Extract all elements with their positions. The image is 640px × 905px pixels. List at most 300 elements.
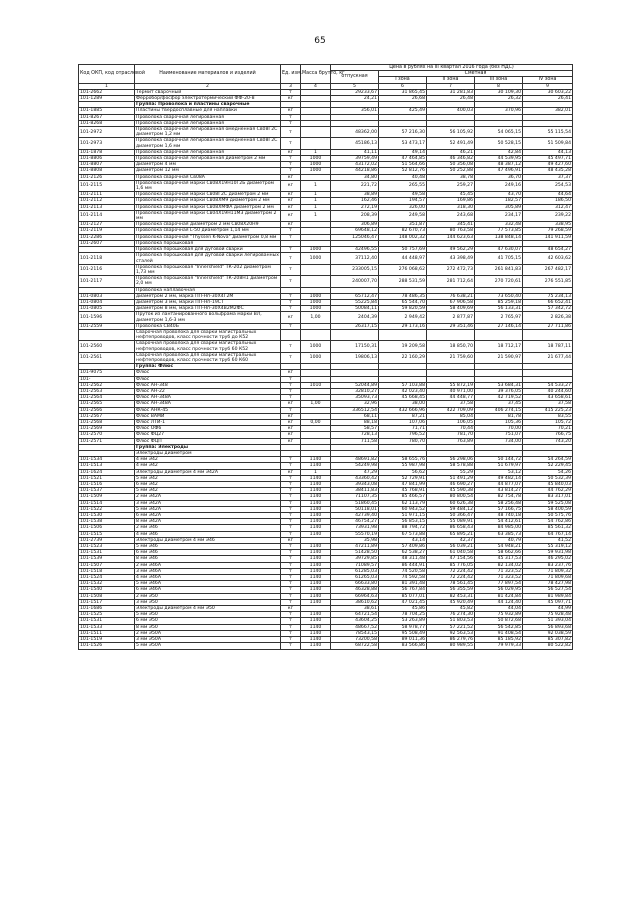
zone3-price-cell: 734,00 xyxy=(475,438,523,444)
release-price-cell: 61285,03 xyxy=(331,568,379,574)
zone2-price-cell: 37,58 xyxy=(427,401,475,407)
zone3-price-cell: 54 065,15 xyxy=(475,127,523,138)
name-cell: Проволока сварочная легированная xyxy=(135,114,281,120)
zone4-price-cell: 37,58 xyxy=(523,401,573,407)
zone4-price-cell: 75 928,48 xyxy=(523,612,573,618)
name-cell: Проволока наплавочная xyxy=(135,287,281,293)
release-price-cell: 55570,19 xyxy=(331,531,379,537)
name-cell: Проволока порошковая "Innershield" ТК-202 диаметром 1,73 мм xyxy=(135,264,281,275)
code-cell: 101-8808 xyxy=(79,168,135,174)
name-cell: 3 мм Э46А xyxy=(135,568,281,574)
zone4-price-cell: 78 427,98 xyxy=(523,581,573,587)
unit-cell: кг xyxy=(281,222,301,228)
unit-cell: кг xyxy=(281,606,301,612)
name-cell: Проволока сварочная марки Св08ХМФА диаметром 2 мм xyxy=(135,204,281,210)
zone1-price-cell: 89 011,36 xyxy=(379,637,427,643)
zone2-price-cell xyxy=(427,329,475,340)
unit-cell: кг xyxy=(281,370,301,376)
mass-cell: 1140 xyxy=(301,637,331,643)
zone4-price-cell: 71 809,32 xyxy=(523,568,573,574)
zone3-price-cell: 42,84 xyxy=(475,149,523,155)
name-cell: 6 мм Э50 xyxy=(135,618,281,624)
unit-cell: т xyxy=(281,556,301,562)
name-cell: Сварочная проволока для сварки магистральных нефтепроводов, класс прочности труб 60 К52 xyxy=(135,341,281,352)
zone1-price-cell: 81 391,48 xyxy=(379,581,427,587)
table-row xyxy=(79,138,573,149)
code-cell: 101-1516 xyxy=(79,482,135,488)
name-cell: Проволока сварочная легированная омедненная Св08Г2С диаметром 1,6 мм xyxy=(135,138,281,149)
name-cell: Проволока порошковая xyxy=(135,240,281,246)
zone2-price-cell: 31 281,83 xyxy=(427,89,475,95)
code-cell: 101-1596 xyxy=(79,312,135,323)
release-price-cell: 54249,98 xyxy=(331,463,379,469)
mass-cell: 1140 xyxy=(301,624,331,630)
zone3-price-cell: 77 897,54 xyxy=(475,581,523,587)
code-cell: 101-8268 xyxy=(79,120,135,126)
zone4-price-cell: 92 038,59 xyxy=(523,630,573,636)
table-row xyxy=(79,253,573,264)
mass-cell: 1000 xyxy=(301,168,331,174)
zone2-price-cell: 80 989,55 xyxy=(427,643,475,649)
zone4-price-cell: 83,55 xyxy=(523,413,573,419)
release-price-cell: 43360,42 xyxy=(331,475,379,481)
unit-cell: кг xyxy=(281,198,301,204)
zone2-price-cell: 61 040,58 xyxy=(427,550,475,556)
unit-cell: т xyxy=(281,457,301,463)
code-cell: 101-2739 xyxy=(79,537,135,543)
code-cell: 101-1289 xyxy=(79,96,135,102)
header-zone-1: I зона xyxy=(379,77,427,83)
release-price-cell: 73931,98 xyxy=(331,525,379,531)
zone4-price-cell: 59 931,98 xyxy=(523,550,573,556)
code-cell: 101-0803 xyxy=(79,293,135,299)
zone3-price-cell: 182,57 xyxy=(475,198,523,204)
zone4-price-cell: 56 893,68 xyxy=(523,624,573,630)
index-cell: 4 xyxy=(301,83,331,89)
zone2-price-cell: 52 491,49 xyxy=(427,138,475,149)
zone1-price-cell: 65 544,70 xyxy=(379,299,427,305)
unit-cell: кг xyxy=(281,469,301,475)
unit-cell: т xyxy=(281,120,301,126)
unit-cell: т xyxy=(281,306,301,312)
zone4-price-cell: 83 237,76 xyxy=(523,562,573,568)
zone1-price-cell: 26,68 xyxy=(379,96,427,102)
zone2-price-cell: 82 453,31 xyxy=(427,593,475,599)
unit-cell: т xyxy=(281,253,301,264)
zone4-price-cell: 54 264,59 xyxy=(523,457,573,463)
unit-cell: т xyxy=(281,593,301,599)
zone3-price-cell: 53,12 xyxy=(475,469,523,475)
zone4-price-cell: 50 575,76 xyxy=(523,513,573,519)
zone4-price-cell: 49 427,60 xyxy=(523,162,573,168)
zone4-price-cell: 239,22 xyxy=(523,210,573,221)
code-cell: 101-1518 xyxy=(79,568,135,574)
header-zone-2: II зона xyxy=(427,77,475,83)
release-price-cell: 728,13 xyxy=(331,432,379,438)
unit-cell: т xyxy=(281,525,301,531)
zone1-price-cell: 60 943,52 xyxy=(379,506,427,512)
zone4-price-cell: 37,37 xyxy=(523,174,573,180)
zone4-price-cell: 55 115,54 xyxy=(523,127,573,138)
zone2-price-cell: 56 355,59 xyxy=(427,587,475,593)
unit-cell: т xyxy=(281,323,301,329)
zone2-price-cell: 46,21 xyxy=(427,149,475,155)
zone3-price-cell: 39 376,05 xyxy=(475,388,523,394)
zone3-price-cell: 40,79 xyxy=(475,537,523,543)
zone1-price-cell: 78 486,35 xyxy=(379,293,427,299)
unit-cell: т xyxy=(281,293,301,299)
zone3-price-cell: 47 496,91 xyxy=(475,168,523,174)
release-price-cell: 88,18 xyxy=(331,419,379,425)
mass-cell: 1,00 xyxy=(301,401,331,407)
zone4-price-cell: 48 435,28 xyxy=(523,168,573,174)
release-price-cell: 47211,89 xyxy=(331,544,379,550)
name-cell: 3 мм Э50А xyxy=(135,637,281,643)
zone4-price-cell: 52 229,45 xyxy=(523,463,573,469)
name-cell: 5 мм Э42А xyxy=(135,506,281,512)
unit-cell: т xyxy=(281,575,301,581)
unit-cell: т xyxy=(281,138,301,149)
unit-cell: кг xyxy=(281,149,301,155)
release-price-cell: 66964,63 xyxy=(331,593,379,599)
release-price-cell: 41,11 xyxy=(331,149,379,155)
zone3-price-cell: 261 841,83 xyxy=(475,264,523,275)
release-price-cell: 43604,25 xyxy=(331,618,379,624)
mass-cell: 1140 xyxy=(301,599,331,605)
unit-cell: т xyxy=(281,156,301,162)
name-cell: 6 мм Э42 xyxy=(135,482,281,488)
zone1-price-cell: 351,87 xyxy=(379,222,427,228)
zone3-price-cell: 44,04 xyxy=(475,606,523,612)
name-cell: Проволока сварочная Св08А xyxy=(135,174,281,180)
release-price-cell: 71089,57 xyxy=(331,562,379,568)
mass-cell xyxy=(301,276,331,287)
unit-cell: кг xyxy=(281,426,301,432)
zone3-price-cell: 47 630,07 xyxy=(475,247,523,253)
zone2-price-cell: 45 590,38 xyxy=(427,488,475,494)
zone1-price-cell: 50 757,69 xyxy=(379,247,427,253)
mass-cell: 1140 xyxy=(301,544,331,550)
zone4-price-cell xyxy=(523,329,573,340)
code-cell: 101-2972 xyxy=(79,127,135,138)
unit-cell: кг xyxy=(281,401,301,407)
zone4-price-cell: 21 677,44 xyxy=(523,352,573,363)
index-cell: 2 xyxy=(135,83,281,89)
code-cell: 101-2560 xyxy=(79,341,135,352)
name-cell: 5 мм Э42 xyxy=(135,475,281,481)
price-table xyxy=(78,64,573,650)
zone1-price-cell: 82 670,73 xyxy=(379,228,427,234)
name-cell: 6 мм Э42А xyxy=(135,513,281,519)
release-price-cell: 125046,47 xyxy=(331,234,379,240)
unit-cell: т xyxy=(281,168,301,174)
code-cell: 101-2565 xyxy=(79,401,135,407)
zone3-price-cell: 21 590,97 xyxy=(475,352,523,363)
zone1-price-cell: 53 263,89 xyxy=(379,618,427,624)
code-cell: 101- xyxy=(79,376,135,382)
code-cell: 101-2127 xyxy=(79,222,135,228)
zone3-price-cell: 45 317,53 xyxy=(475,556,523,562)
zone2-price-cell: 51 491,29 xyxy=(427,475,475,481)
code-cell: 101-2561 xyxy=(79,352,135,363)
release-price-cell: 73200,58 xyxy=(331,637,379,643)
zone2-price-cell: 45,45 xyxy=(427,192,475,198)
release-price-cell: 39729,85 xyxy=(331,556,379,562)
index-cell: 7 xyxy=(427,83,475,89)
mass-cell xyxy=(301,138,331,149)
zone1-price-cell: 62 538,27 xyxy=(379,550,427,556)
code-cell: 101-2286 xyxy=(79,234,135,240)
zone4-price-cell: 85 561,32 xyxy=(523,525,573,531)
zone3-price-cell: 75 932,89 xyxy=(475,612,523,618)
zone1-price-cell: 47 021,45 xyxy=(379,599,427,605)
unit-cell: т xyxy=(281,388,301,394)
unit-cell: кг xyxy=(281,174,301,180)
zone1-price-cell: 2 949,42 xyxy=(379,312,427,323)
zone4-price-cell: 43 658,61 xyxy=(523,395,573,401)
unit-cell: т xyxy=(281,475,301,481)
zone3-price-cell: 50 144,72 xyxy=(475,457,523,463)
zone3-price-cell: 249,16 xyxy=(475,180,523,191)
release-price-cell: 208,39 xyxy=(331,210,379,221)
zone1-price-cell: 326,00 xyxy=(379,204,427,210)
name-cell: Флюс ФЦП xyxy=(135,438,281,444)
unit-cell: т xyxy=(281,531,301,537)
zone4-price-cell: 40 244,60 xyxy=(523,388,573,394)
zone1-price-cell: 51 564,66 xyxy=(379,162,427,168)
zone2-price-cell: 21 759,60 xyxy=(427,352,475,363)
release-price-cell: 48667,52 xyxy=(331,624,379,630)
mass-cell: 1140 xyxy=(301,618,331,624)
code-cell: 101-0805 xyxy=(79,306,135,312)
zone2-price-cell: 46 690,27 xyxy=(427,482,475,488)
code-cell xyxy=(79,329,135,340)
zone1-price-cell: 85 466,57 xyxy=(379,494,427,500)
zone4-price-cell: 85 307,82 xyxy=(523,637,573,643)
code-cell: 101-2570 xyxy=(79,432,135,438)
name-cell: Пластины твердосплавные для наплавки xyxy=(135,108,281,114)
zone3-price-cell: 79 979,33 xyxy=(475,643,523,649)
unit-cell: кг xyxy=(281,192,301,198)
release-price-cell: 38,61 xyxy=(331,606,379,612)
release-price-cell: 19806,13 xyxy=(331,352,379,363)
zone1-price-cell: 52 812,76 xyxy=(379,168,427,174)
code-cell: 101-1540 xyxy=(79,587,135,593)
zone1-price-cell: 57 103,88 xyxy=(379,382,427,388)
zone2-price-cell: 144 623,63 xyxy=(427,234,475,240)
zone4-price-cell: 70,21 xyxy=(523,426,573,432)
zone2-price-cell: 92 563,53 xyxy=(427,630,475,636)
code-cell: 101-1539 xyxy=(79,556,135,562)
zone1-price-cell: 49,14 xyxy=(379,149,427,155)
zone1-price-cell: 85 077,01 xyxy=(379,593,427,599)
mass-cell xyxy=(301,264,331,275)
release-price-cell: 45186,13 xyxy=(331,138,379,149)
code-cell: 101-1530 xyxy=(79,513,135,519)
mass-cell: 1 xyxy=(301,180,331,191)
name-cell: Проволока сварочная легированная омедненная Св08Г2С диаметром 1,2 мм xyxy=(135,127,281,138)
mass-cell: 1000 xyxy=(301,341,331,352)
zone4-price-cell: 51 393,04 xyxy=(523,618,573,624)
code-cell: 101-1517 xyxy=(79,599,135,605)
zone2-price-cell: 58 578,88 xyxy=(427,463,475,469)
zone2-price-cell: 85,04 xyxy=(427,413,475,419)
zone4-price-cell: 42 603,62 xyxy=(523,253,573,264)
zone1-price-cell: 56 853,15 xyxy=(379,519,427,525)
release-price-cell: 50118,01 xyxy=(331,506,379,512)
name-cell: Проволока СВ40Б xyxy=(135,323,281,329)
table-row xyxy=(79,276,573,287)
zone1-price-cell: 42 023,40 xyxy=(379,388,427,394)
zone1-price-cell: 148 002,32 xyxy=(379,234,427,240)
zone1-price-cell: 194,57 xyxy=(379,198,427,204)
mass-cell: 1140 xyxy=(301,475,331,481)
name-cell: 5 мм Э50 xyxy=(135,612,281,618)
release-price-cell: 711,58 xyxy=(331,438,379,444)
name-cell: Термит сварочный xyxy=(135,89,281,95)
name-cell: Флюс АН-348А xyxy=(135,395,281,401)
code-cell: 101-1514 xyxy=(79,500,135,506)
unit-cell: т xyxy=(281,234,301,240)
index-cell: 3 xyxy=(281,83,301,89)
unit-cell: т xyxy=(281,382,301,388)
zone2-price-cell: 86 658,43 xyxy=(427,525,475,531)
name-cell: 4 мм Э42 xyxy=(135,457,281,463)
name-cell: Флюс xyxy=(135,370,281,376)
code-cell: 101-9075 xyxy=(79,370,135,376)
zone3-price-cell: 58 662,66 xyxy=(475,550,523,556)
zone3-price-cell: 53 684,31 xyxy=(475,382,523,388)
code-cell: 101-2562 xyxy=(79,382,135,388)
mass-cell: 1140 xyxy=(301,494,331,500)
zone2-price-cell: 85 776,05 xyxy=(427,562,475,568)
zone1-price-cell: 95 508,49 xyxy=(379,630,427,636)
zone4-price-cell: 338,95 xyxy=(523,222,573,228)
zone3-price-cell: 54 948,21 xyxy=(475,544,523,550)
zone4-price-cell: 44 762,29 xyxy=(523,488,573,494)
zone4-price-cell: 2 826,38 xyxy=(523,312,573,323)
unit-cell: т xyxy=(281,513,301,519)
zone4-price-cell: 57 342,72 xyxy=(523,306,573,312)
release-price-cell: 38610,62 xyxy=(331,599,379,605)
zone3-price-cell: 56 029,95 xyxy=(475,587,523,593)
code-cell: 101-2119 xyxy=(79,228,135,234)
code-cell: 101-1885 xyxy=(79,108,135,114)
table-row xyxy=(79,127,573,138)
zone2-price-cell: 59 484,12 xyxy=(427,506,475,512)
zone1-price-cell: 53 473,17 xyxy=(379,138,427,149)
zone1-price-cell: 57 409,86 xyxy=(379,544,427,550)
mass-cell: 1000 xyxy=(301,156,331,162)
zone3-price-cell: 51 679,97 xyxy=(475,463,523,469)
code-cell: 101-2115 xyxy=(79,180,135,191)
header-price-group: Цена в рублях на III квартал 2016 года (без НДС) xyxy=(331,65,573,71)
name-cell: 5 мм Э50А xyxy=(135,643,281,649)
zone4-price-cell: 71 809,68 xyxy=(523,575,573,581)
zone3-price-cell: 71 323,52 xyxy=(475,575,523,581)
zone3-price-cell: 26,32 xyxy=(475,96,523,102)
zone3-price-cell: 58 256,48 xyxy=(475,500,523,506)
unit-cell: т xyxy=(281,299,301,305)
zone2-price-cell: 55,29 xyxy=(427,469,475,475)
mass-cell: 1140 xyxy=(301,482,331,488)
zone4-price-cell: 26,41 xyxy=(523,96,573,102)
unit-cell: т xyxy=(281,482,301,488)
table-header xyxy=(79,65,573,90)
zone1-price-cell: 67 573,88 xyxy=(379,531,427,537)
zone4-price-cell: 54,26 xyxy=(523,469,573,475)
zone4-price-cell: 30 603,22 xyxy=(523,89,573,95)
name-cell: Проволока сварочная легированная xyxy=(135,149,281,155)
code-cell: 101-1513 xyxy=(79,463,135,469)
zone4-price-cell: 55 319,12 xyxy=(523,544,573,550)
zone3-price-cell: 81,78 xyxy=(475,413,523,419)
unit-cell: т xyxy=(281,506,301,512)
zone1-price-cell: 40,48 xyxy=(379,174,427,180)
zone1-price-cell: 78 704,25 xyxy=(379,612,427,618)
name-cell: 5 мм Э42 xyxy=(135,488,281,494)
zone3-price-cell: 751,07 xyxy=(475,432,523,438)
table-row xyxy=(79,312,573,323)
name-cell: Флюс АН-348А xyxy=(135,401,281,407)
zone4-price-cell: 48 654,27 xyxy=(523,247,573,253)
zone2-price-cell: 76 274,30 xyxy=(427,612,475,618)
release-price-cell: 51860,45 xyxy=(331,500,379,506)
index-cell: 6 xyxy=(379,83,427,89)
unit-cell: кг xyxy=(281,537,301,543)
zone2-price-cell: 86 279,76 xyxy=(427,637,475,643)
unit-cell: т xyxy=(281,395,301,401)
release-price-cell: 39343,08 xyxy=(331,482,379,488)
zone2-price-cell: 38,78 xyxy=(427,174,475,180)
zone1-price-cell: 288 531,59 xyxy=(379,276,427,287)
unit-cell: кг xyxy=(281,210,301,221)
zone3-price-cell: 30 109,30 xyxy=(475,89,523,95)
code-cell: 101-2567 xyxy=(79,413,135,419)
zone3-price-cell: 73 650,40 xyxy=(475,293,523,299)
release-price-cell: 55225,84 xyxy=(331,299,379,305)
header-code: Код ОКП, код отраслевой xyxy=(79,65,135,84)
zone2-price-cell: 47 154,56 xyxy=(427,556,475,562)
name-cell: Проволока порошковая "Innershield" ТК-208Н1 диаметром 2,0 мм xyxy=(135,276,281,287)
release-price-cell: 35093,73 xyxy=(331,395,379,401)
zone1-price-cell: 780,70 xyxy=(379,438,427,444)
zone2-price-cell: 51 803,53 xyxy=(427,618,475,624)
code-cell: 101-2117 xyxy=(79,276,135,287)
name-cell: 8 мм Э42А xyxy=(135,519,281,525)
zone3-price-cell: 50 528,15 xyxy=(475,138,523,149)
zone1-price-cell: 74 520,58 xyxy=(379,568,427,574)
header-release: отпускная xyxy=(331,71,379,83)
code-cell: 101-2571 xyxy=(79,438,135,444)
zone3-price-cell: 36,70 xyxy=(475,174,523,180)
mass-cell: 1000 xyxy=(301,299,331,305)
zone1-price-cell: 29 173,16 xyxy=(379,323,427,329)
name-cell: Проволока сварочная марки Св08Г2С диаметром 2 мм xyxy=(135,192,281,198)
zone1-price-cell: 265,55 xyxy=(379,180,427,191)
zone4-price-cell: 83 317,01 xyxy=(523,494,573,500)
zone1-price-cell: 56,62 xyxy=(379,469,427,475)
name-cell: Флюс АН-348 xyxy=(135,382,281,388)
unit-cell: т xyxy=(281,643,301,649)
name-cell: Проволока порошковая для дуговой сварки xyxy=(135,247,281,253)
unit-cell: т xyxy=(281,352,301,363)
release-price-cell: 64721,54 xyxy=(331,612,379,618)
release-price-cell: 356,01 xyxy=(331,108,379,114)
unit-cell: кг xyxy=(281,312,301,323)
code-cell: 101-1507 xyxy=(79,562,135,568)
zone3-price-cell: 56 542,85 xyxy=(475,624,523,630)
